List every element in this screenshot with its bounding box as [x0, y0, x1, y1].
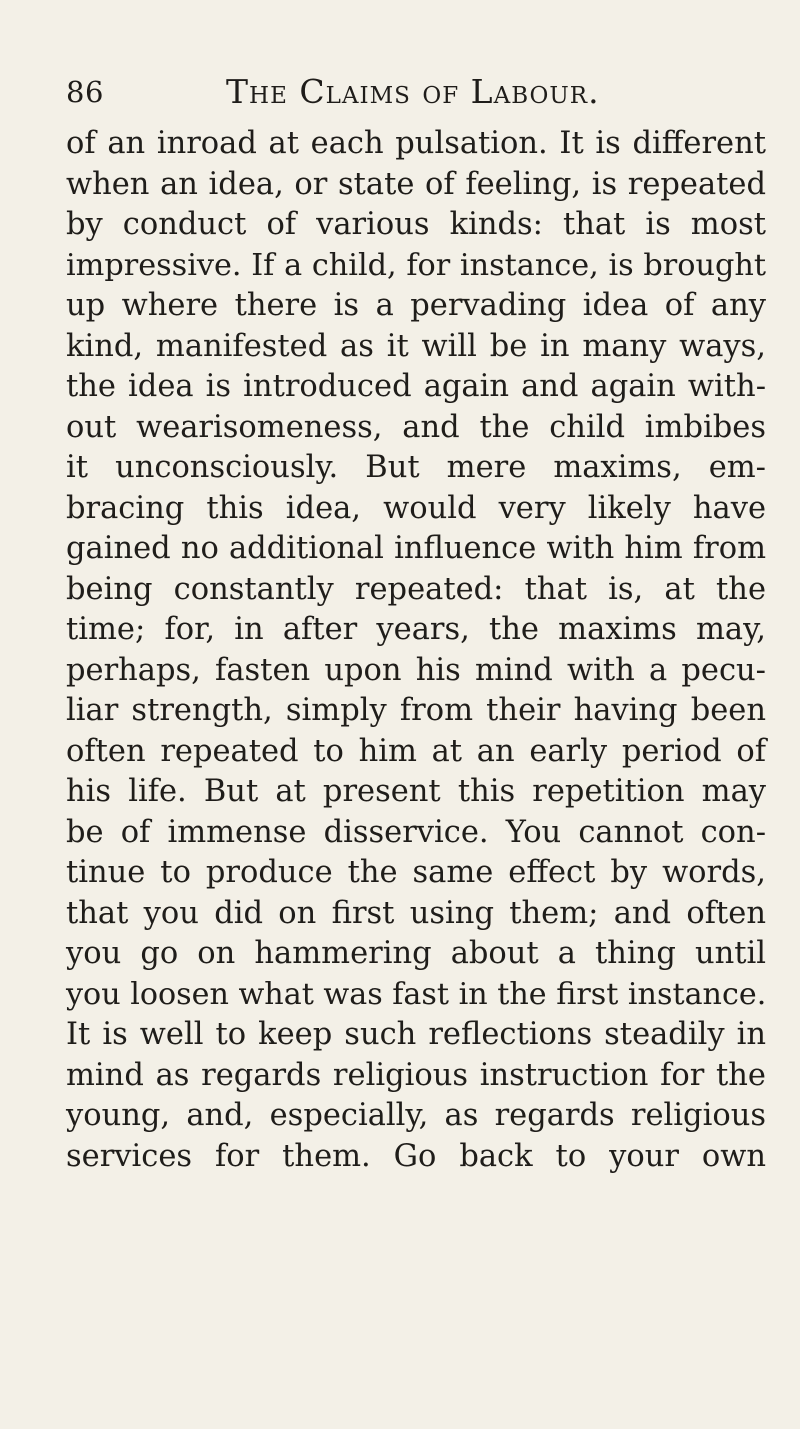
text-line: time; for, in after years, the maxims may, — [66, 612, 766, 647]
text-line: often repeated to him at an early period of — [66, 733, 766, 769]
text-line: that you did on first using them; and often — [66, 895, 766, 931]
body-text — [66, 124, 786, 1177]
text-line: by conduct of various kinds: that is most — [66, 207, 766, 242]
text-line: be of immense disservice. You cannot con- — [66, 814, 766, 850]
text-line: when an idea, or state of feeling, is repeated — [66, 166, 766, 202]
text-line: up where there is a pervading idea of any — [66, 288, 766, 323]
text-line: it unconsciously. But mere maxims, em- — [66, 450, 766, 485]
text-line: tinue to produce the same effect by words, — [66, 855, 766, 890]
text-line: gained no additional influence with him from — [66, 531, 766, 566]
text-line: kind, manifested as it will be in many ways, — [66, 328, 766, 364]
text-line: being constantly repeated: that is, at the — [66, 571, 766, 607]
text-line: impressive. If a child, for instance, is brought — [66, 247, 766, 283]
text-line: you loosen what was fast in the first instance. — [66, 976, 767, 1012]
page-header — [66, 72, 766, 112]
text-line: mind as regards religious instruction for the — [66, 1057, 766, 1093]
text-line: bracing this idea, would very likely have — [66, 490, 766, 526]
text-line: perhaps, fasten upon his mind with a pecu- — [66, 652, 766, 688]
text-line: liar strength, simply from their having been — [66, 693, 766, 728]
running-title: The Claims of Labour. — [226, 72, 600, 111]
text-line: services for them. Go back to your own — [66, 1138, 766, 1174]
text-line: you go on hammering about a thing until — [66, 936, 766, 971]
text-line: It is well to keep such reflections steadily in — [66, 1017, 766, 1052]
text-line: out wearisomeness, and the child imbibes — [66, 409, 766, 445]
text-line: young, and, especially, as regards religious — [66, 1098, 766, 1133]
text-line: his life. But at present this repetition may — [66, 774, 766, 809]
text-line: of an inroad at each pulsation. It is different — [66, 126, 766, 161]
text-line: the idea is introduced again and again with- — [66, 369, 766, 404]
page-number: 86 — [66, 75, 104, 109]
